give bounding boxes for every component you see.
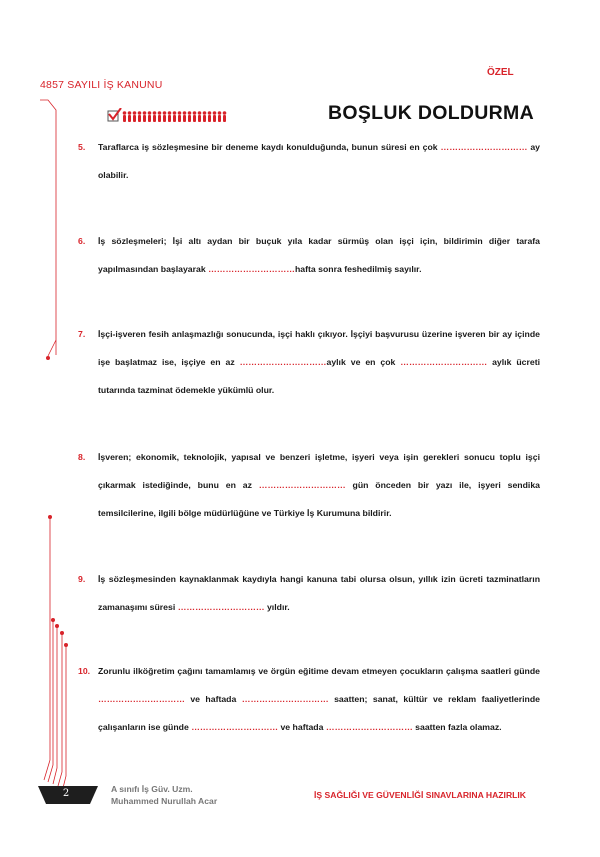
author-line-2: Muhammed Nurullah Acar (111, 796, 218, 806)
page-title: BOŞLUK DOLDURMA (328, 102, 534, 124)
answer-blank[interactable]: ………………………… (208, 264, 295, 274)
question-text: İş sözleşmeleri; İşi altı aydan bir buçuk yıla kadar sürmüş olan işçi için, bildirimin diğer tarafa yapılmasından başlayarak …………………………hafta sonra feshedilmiş sayılır. (98, 236, 540, 274)
answer-blank[interactable]: ………………………… (440, 142, 528, 152)
answer-blank[interactable]: ………………………… (258, 480, 346, 490)
answer-blank[interactable]: ………………………… (325, 722, 413, 732)
page-number: 2 (62, 788, 70, 799)
question-text: İşçi-işveren fesih anlaşmazlığı sonucunda, işçi haklı çıkıyor. İşçiyi başvurusu üzerine işveren bir ay içinde işe başlatmaz ise, işçiye en az …………………………aylık ve en çok ………………………… aylık ücreti tutarında tazminat ödemekle yükümlü olur. (98, 329, 541, 395)
question-number: 5. (78, 142, 86, 152)
question-text: Zorunlu ilköğretim çağını tamamlamış ve örgün eğitime devam etmeyen çocukların çalışma saatleri günde ………………………… ve haftada ………………………… saatten; sanat, kültür ve reklam faaliyetlerinde çalışanların ise günde ………………………… ve haftada ………………………… saatten fazla olamaz. (98, 666, 540, 732)
author-line-1: A sınıfı İş Güv. Uzm. (111, 784, 193, 794)
law-title: 4857 SAYILI İŞ KANUNU (40, 79, 163, 91)
question-number: 10. (78, 666, 91, 676)
question-number: 9. (78, 574, 86, 584)
question-number: 7. (78, 329, 86, 339)
answer-blank[interactable]: ………………………… (191, 722, 279, 732)
question-text: İş sözleşmesinden kaynaklanmak kaydıyla hangi kanuna tabi olursa olsun, yıllık izin ücreti tazminatların zamanaşımı süresi ………………………… yıldır. (98, 574, 540, 612)
answer-blank[interactable]: ………………………… (177, 602, 265, 612)
author-credit (111, 783, 217, 807)
question-text: Taraflarca iş sözleşmesine bir deneme kaydı konulduğunda, bunun süresi en çok ………………………… ay olabilir. (98, 142, 541, 180)
question-text: İşveren; ekonomik, teknolojik, yapısal ve benzeri işletme, işyeri veya işin gerekleri sonucu toplu işçi çıkarmak istediğinde, bunu en az ………………………… gün önceden bir yazı ile, işyeri sendika temsilcilerine, ilgili bölge müdürlüğüne ve Türkiye İş Kurumuna bildirir. (98, 452, 540, 518)
answer-blank[interactable]: ………………………… (241, 694, 329, 704)
answer-blank[interactable]: ………………………… (239, 357, 327, 367)
answer-blank[interactable]: ………………………… (98, 694, 185, 704)
question-number: 8. (78, 452, 86, 462)
question-number: 6. (78, 236, 86, 246)
answer-blank[interactable]: ………………………… (400, 357, 488, 367)
special-tag: ÖZEL (487, 67, 514, 78)
book-title: İŞ SAĞLIĞI VE GÜVENLİĞİ SINAVLARINA HAZIRLIK (314, 790, 526, 800)
